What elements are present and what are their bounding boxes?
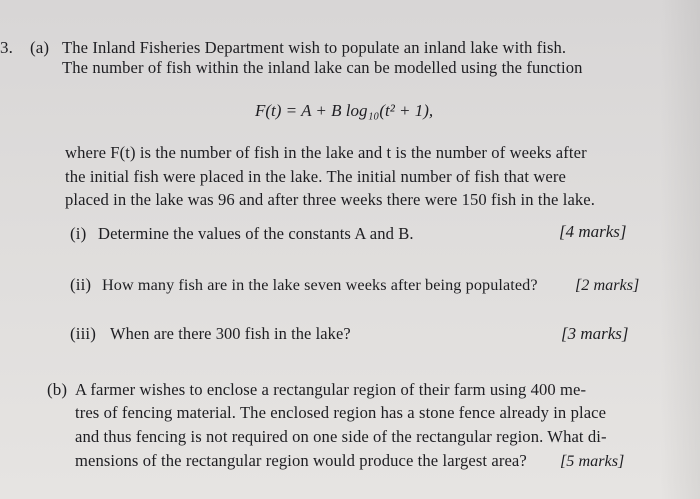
part-a-label: (a) <box>30 38 50 57</box>
part-a-desc-line1: where F(t) is the number of fish in the lake and t is the number of weeks after <box>65 143 587 162</box>
sub-ii-label: (ii) <box>70 275 92 294</box>
part-a-desc-line3: placed in the lake was 96 and after three weeks there were 150 fish in the lake. <box>65 190 596 209</box>
sub-iii-label: (iii) <box>70 324 96 343</box>
sub-ii-marks: [2 marks] <box>575 276 640 294</box>
part-a-intro-line1: The Inland Fisheries Department wish to populate an inland lake with fish. <box>62 38 567 57</box>
page-shadow <box>660 0 700 499</box>
model-equation: F(t) = A + B log₁₀(t² + 1), <box>255 101 434 120</box>
sub-iii-marks: [3 marks] <box>561 324 629 343</box>
question-number: 3. <box>0 38 13 57</box>
part-a-desc-line2: the initial fish were placed in the lake. The initial number of fish that were <box>65 167 566 186</box>
sub-i-marks: [4 marks] <box>559 222 627 241</box>
part-b-label: (b) <box>47 380 68 399</box>
part-b-marks: [5 marks] <box>560 452 625 470</box>
part-a-intro-line2: The number of fish within the inland lake can be modelled using the function <box>62 58 583 77</box>
part-b-line3: and thus fencing is not required on one side of the rectangular region. What di- <box>75 427 607 446</box>
sub-ii-text: How many fish are in the lake seven weeks after being populated? <box>102 276 538 294</box>
part-b-line2: tres of fencing material. The enclosed region has a stone fence already in place <box>75 403 607 422</box>
sub-iii-text: When are there 300 fish in the lake? <box>110 324 351 343</box>
sub-i-text: Determine the values of the constants A and B. <box>98 224 414 243</box>
sub-i-label: (i) <box>70 224 87 243</box>
part-b-line4: mensions of the rectangular region would produce the largest area? <box>75 451 527 470</box>
part-b-line1: A farmer wishes to enclose a rectangular region of their farm using 400 me- <box>75 380 587 399</box>
